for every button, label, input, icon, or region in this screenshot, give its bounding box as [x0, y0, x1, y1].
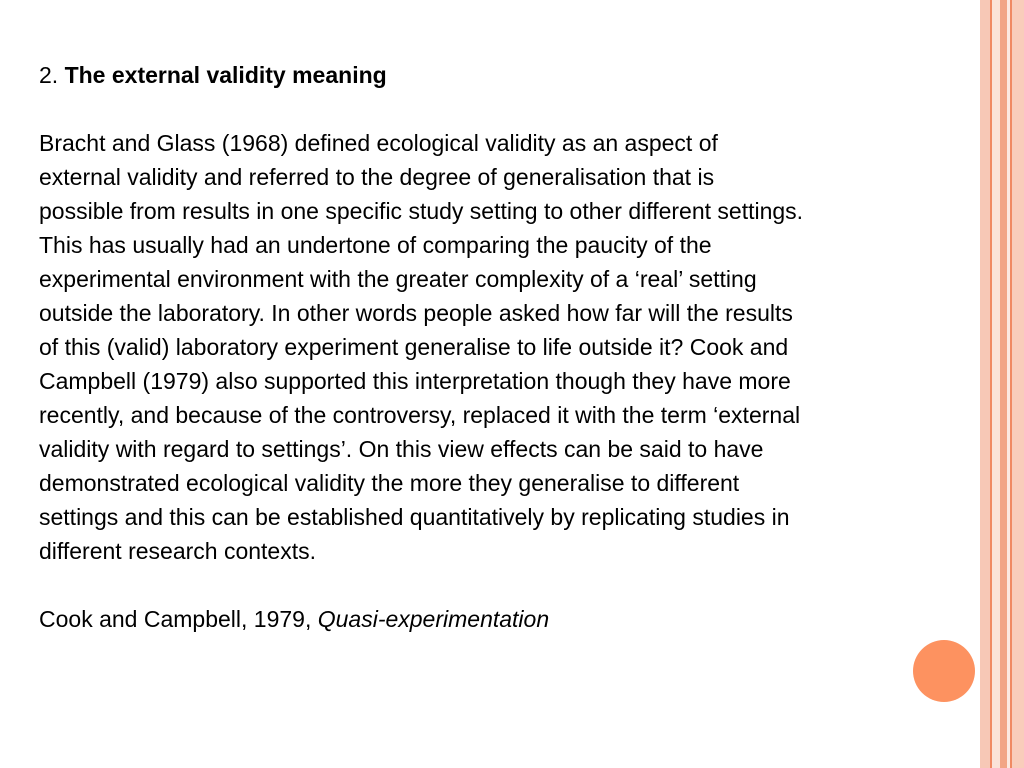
- body-paragraph: [39, 126, 984, 568]
- body-line: Campbell (1979) also supported this interpretation though they have more: [39, 368, 791, 394]
- slide-content: [39, 58, 984, 636]
- body-line: outside the laboratory. In other words people asked how far will the results: [39, 300, 793, 326]
- heading-number: 2.: [39, 62, 59, 88]
- body-line: demonstrated ecological validity the more they generalise to different: [39, 470, 740, 496]
- heading-title: The external validity meaning: [64, 62, 387, 88]
- decorative-stripe: [1000, 0, 1007, 768]
- decorative-stripe: [1012, 0, 1024, 768]
- body-line: settings and this can be established quantitatively by replicating studies in: [39, 504, 790, 530]
- body-line: Bracht and Glass (1968) defined ecological validity as an aspect of: [39, 130, 718, 156]
- citation-title: Quasi-experimentation: [317, 606, 550, 632]
- body-line: validity with regard to settings’. On this view effects can be said to have: [39, 436, 764, 462]
- decorative-stripe: [992, 0, 1000, 768]
- body-line: different research contexts.: [39, 538, 316, 564]
- citation-prefix: Cook and Campbell, 1979,: [39, 606, 312, 632]
- body-line: experimental environment with the greater complexity of a ‘real’ setting: [39, 266, 757, 292]
- body-line: external validity and referred to the degree of generalisation that is: [39, 164, 715, 190]
- decorative-circle: [913, 640, 975, 702]
- citation: [39, 602, 984, 636]
- body-line: recently, and because of the controversy, replaced it with the term ‘external: [39, 402, 801, 428]
- body-line: possible from results in one specific study setting to other different settings.: [39, 198, 804, 224]
- body-line: of this (valid) laboratory experiment generalise to life outside it? Cook and: [39, 334, 789, 360]
- body-line: This has usually had an undertone of comparing the paucity of the: [39, 232, 712, 258]
- slide-heading: [39, 58, 984, 92]
